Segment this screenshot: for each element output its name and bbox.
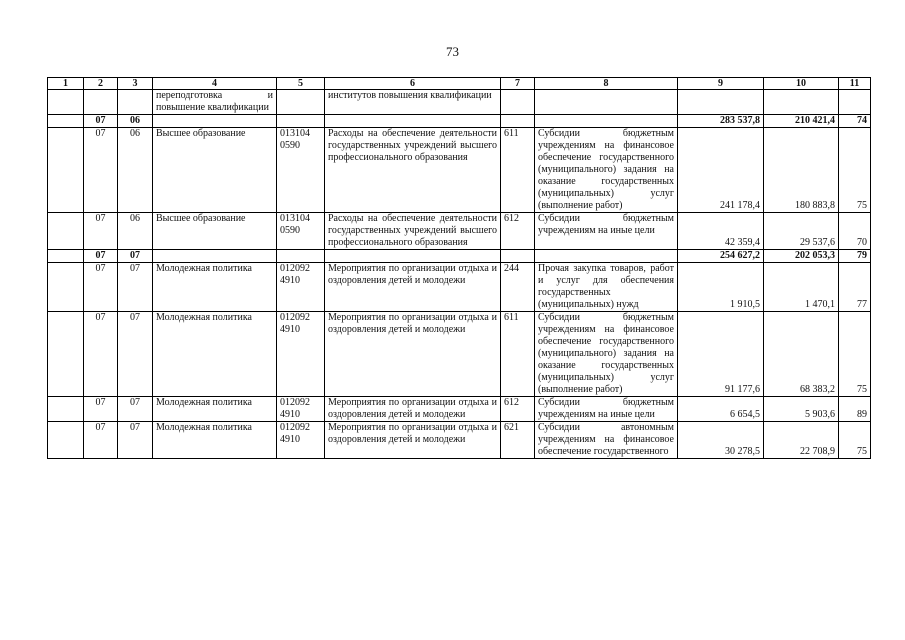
cell-actual: 202 053,3: [764, 250, 839, 263]
cell-expense-type: 244: [501, 263, 535, 312]
cell-description: институтов повышения квалификации: [325, 90, 501, 115]
header-cell: 5: [277, 78, 325, 90]
cell-col1: [48, 213, 84, 250]
cell-description: Расходы на обеспечение деятельности государственных учреждений высшего профессионального образования: [325, 213, 501, 250]
table-row: [48, 397, 871, 422]
table-row: [48, 128, 871, 213]
cell-subsection: 07: [118, 397, 153, 422]
table-row: [48, 213, 871, 250]
header-cell: 8: [535, 78, 678, 90]
cell-actual: 29 537,6: [764, 213, 839, 250]
header-cell: 6: [325, 78, 501, 90]
cell-percent: 75: [839, 312, 871, 397]
cell-expense-type: 611: [501, 128, 535, 213]
cell-subsection: 07: [118, 263, 153, 312]
cell-section: 07: [84, 213, 118, 250]
cell-subsection-name: Молодежная политика: [153, 312, 277, 397]
cell-section: 07: [84, 263, 118, 312]
cell-plan: 254 627,2: [678, 250, 764, 263]
cell-expense-name: Субсидии бюджетным учреждениям на финансовое обеспечение государственного (муниципального) задания на оказание государственных (муниципальных) услуг (выполнение работ): [535, 312, 678, 397]
cell-target-code: 012092 4910: [277, 263, 325, 312]
table-row: [48, 312, 871, 397]
budget-table: [47, 77, 871, 459]
cell-description: Мероприятия по организации отдыха и оздоровления детей и молодежи: [325, 263, 501, 312]
cell-expense-type: [501, 90, 535, 115]
cell-actual: 68 383,2: [764, 312, 839, 397]
cell-expense-name: Субсидии автономным учреждениям на финансовое обеспечение государственного: [535, 422, 678, 459]
cell-description: Мероприятия по организации отдыха и оздоровления детей и молодежи: [325, 422, 501, 459]
cell-percent: 79: [839, 250, 871, 263]
subtotal-row: [48, 250, 871, 263]
cell-plan: [678, 90, 764, 115]
cell-col1: [48, 90, 84, 115]
cell-col1: [48, 115, 84, 128]
cell-description: Мероприятия по организации отдыха и оздоровления детей и молодежи: [325, 397, 501, 422]
cell-plan: 42 359,4: [678, 213, 764, 250]
cell-expense-type: 611: [501, 312, 535, 397]
cell-subsection-name: [153, 115, 277, 128]
cell-actual: [764, 90, 839, 115]
cell-expense-name: [535, 90, 678, 115]
table-row: [48, 90, 871, 115]
cell-section: 07: [84, 312, 118, 397]
cell-subsection-name: Молодежная политика: [153, 422, 277, 459]
cell-subsection-name: Молодежная политика: [153, 263, 277, 312]
cell-expense-name: Субсидии бюджетным учреждениям на иные цели: [535, 397, 678, 422]
cell-subsection: 07: [118, 250, 153, 263]
cell-description: Расходы на обеспечение деятельности государственных учреждений высшего профессионального образования: [325, 128, 501, 213]
header-cell: 7: [501, 78, 535, 90]
cell-section: 07: [84, 397, 118, 422]
cell-percent: 77: [839, 263, 871, 312]
cell-subsection-name: Высшее образование: [153, 213, 277, 250]
cell-description: Мероприятия по организации отдыха и оздоровления детей и молодежи: [325, 312, 501, 397]
cell-expense-type: 612: [501, 397, 535, 422]
cell-subsection: 07: [118, 312, 153, 397]
cell-expense-name: Субсидии бюджетным учреждениям на финансовое обеспечение государственного (муниципального) задания на оказание государственных (муниципальных) услуг (выполнение работ): [535, 128, 678, 213]
header-cell: 9: [678, 78, 764, 90]
cell-expense-type: [501, 250, 535, 263]
cell-section: 07: [84, 128, 118, 213]
cell-section: 07: [84, 115, 118, 128]
cell-percent: 75: [839, 422, 871, 459]
cell-col1: [48, 397, 84, 422]
cell-actual: 180 883,8: [764, 128, 839, 213]
cell-actual: 5 903,6: [764, 397, 839, 422]
cell-subsection-name: переподготовка и повышение квалификации: [153, 90, 277, 115]
cell-target-code: 012092 4910: [277, 312, 325, 397]
header-cell: 2: [84, 78, 118, 90]
cell-percent: [839, 90, 871, 115]
header-cell: 10: [764, 78, 839, 90]
cell-description: [325, 115, 501, 128]
cell-expense-name: Прочая закупка товаров, работ и услуг для обеспечения государственных (муниципальных) нужд: [535, 263, 678, 312]
header-row: [48, 78, 871, 90]
cell-expense-name: [535, 115, 678, 128]
cell-plan: 30 278,5: [678, 422, 764, 459]
cell-section: 07: [84, 250, 118, 263]
cell-col1: [48, 312, 84, 397]
cell-percent: 75: [839, 128, 871, 213]
header-cell: 4: [153, 78, 277, 90]
cell-subsection-name: Высшее образование: [153, 128, 277, 213]
cell-expense-type: 621: [501, 422, 535, 459]
header-cell: 3: [118, 78, 153, 90]
subtotal-row: [48, 115, 871, 128]
cell-target-code: 013104 0590: [277, 213, 325, 250]
page-number: 73: [446, 44, 459, 59]
cell-expense-name: [535, 250, 678, 263]
cell-actual: 1 470,1: [764, 263, 839, 312]
table-row: [48, 422, 871, 459]
cell-description: [325, 250, 501, 263]
table-row: [48, 263, 871, 312]
cell-col1: [48, 263, 84, 312]
header-cell: 11: [839, 78, 871, 90]
cell-actual: 22 708,9: [764, 422, 839, 459]
cell-expense-type: 612: [501, 213, 535, 250]
cell-expense-name: Субсидии бюджетным учреждениям на иные цели: [535, 213, 678, 250]
cell-subsection: 06: [118, 128, 153, 213]
cell-subsection: 06: [118, 115, 153, 128]
cell-target-code: [277, 115, 325, 128]
cell-target-code: [277, 250, 325, 263]
cell-col1: [48, 250, 84, 263]
cell-col1: [48, 128, 84, 213]
cell-plan: 1 910,5: [678, 263, 764, 312]
cell-section: [84, 90, 118, 115]
cell-subsection-name: Молодежная политика: [153, 397, 277, 422]
cell-expense-type: [501, 115, 535, 128]
cell-subsection-name: [153, 250, 277, 263]
cell-target-code: 013104 0590: [277, 128, 325, 213]
cell-plan: 241 178,4: [678, 128, 764, 213]
header-cell: 1: [48, 78, 84, 90]
cell-percent: 89: [839, 397, 871, 422]
cell-subsection: [118, 90, 153, 115]
cell-plan: 6 654,5: [678, 397, 764, 422]
cell-percent: 70: [839, 213, 871, 250]
cell-col1: [48, 422, 84, 459]
cell-target-code: 012092 4910: [277, 397, 325, 422]
cell-actual: 210 421,4: [764, 115, 839, 128]
cell-plan: 283 537,8: [678, 115, 764, 128]
cell-plan: 91 177,6: [678, 312, 764, 397]
cell-subsection: 07: [118, 422, 153, 459]
cell-target-code: 012092 4910: [277, 422, 325, 459]
cell-percent: 74: [839, 115, 871, 128]
cell-target-code: [277, 90, 325, 115]
cell-subsection: 06: [118, 213, 153, 250]
cell-section: 07: [84, 422, 118, 459]
